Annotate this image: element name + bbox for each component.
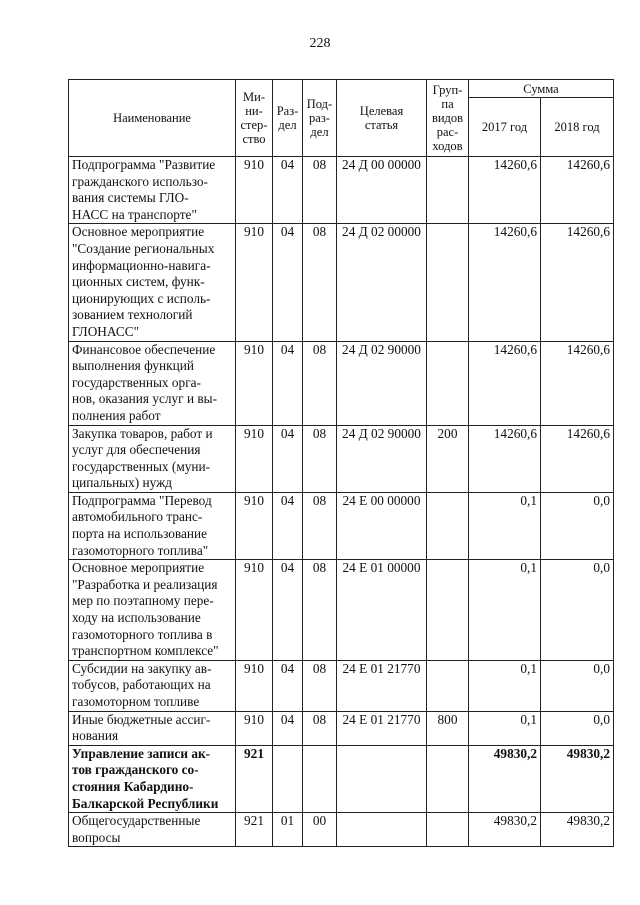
table-row	[69, 745, 614, 812]
amount-2017: 14260,6	[469, 224, 541, 341]
section-code: 04	[273, 711, 303, 745]
header-line: па	[441, 97, 454, 111]
subsection-code: 00	[303, 813, 337, 847]
subsection-code: 08	[303, 341, 337, 425]
row-name-line: газомоторном топливе	[72, 694, 200, 709]
row-name	[69, 492, 236, 559]
row-name	[69, 560, 236, 661]
row-name-line: порта на использование	[72, 526, 208, 542]
amount-2017: 0,1	[469, 560, 541, 661]
row-name-line: Основное мероприятие	[72, 224, 205, 240]
target-article: 24 Д 02 00000	[337, 224, 427, 341]
header-line: Раз-	[276, 104, 299, 118]
expense-group: 800	[427, 711, 469, 745]
amount-2017: 14260,6	[469, 425, 541, 492]
budget-table	[68, 79, 614, 847]
amount-2018: 49830,2	[541, 813, 614, 847]
section-code: 04	[273, 660, 303, 711]
header-line: статья	[364, 118, 399, 132]
target-article: 24 Е 01 21770	[337, 711, 427, 745]
section-code: 04	[273, 157, 303, 224]
header-2018: 2018 год	[541, 98, 614, 157]
row-name-line: тобусов, работающих на	[72, 677, 211, 693]
ministry-code: 921	[236, 813, 273, 847]
amount-2017: 0,1	[469, 660, 541, 711]
row-name-line: Управление записи ак-	[72, 745, 211, 761]
header-ministry	[236, 80, 273, 157]
row-name-line: "Создание региональных	[72, 240, 215, 256]
ministry-code: 910	[236, 660, 273, 711]
row-name	[69, 745, 236, 812]
amount-2018: 14260,6	[541, 425, 614, 492]
row-name-line: вопросы	[72, 829, 121, 845]
section-code	[273, 745, 303, 812]
row-name-line: ционирующих с исполь-	[72, 290, 211, 306]
row-name-line: выполнения функций	[72, 358, 194, 374]
row-name	[69, 660, 236, 711]
target-article	[337, 813, 427, 847]
ministry-code: 910	[236, 711, 273, 745]
target-article	[337, 745, 427, 812]
target-article: 24 Д 02 90000	[337, 341, 427, 425]
page-number: 228	[309, 36, 331, 51]
header-sum: Сумма	[469, 80, 614, 98]
target-article: 24 Д 00 00000	[337, 157, 427, 224]
row-name	[69, 341, 236, 425]
ministry-code: 910	[236, 157, 273, 224]
row-name-line: газомоторного топлива в	[72, 626, 213, 642]
row-name	[69, 224, 236, 341]
row-name-line: Субсидии на закупку ав-	[72, 660, 212, 676]
header-line: видов	[431, 111, 464, 125]
row-name-line: государственных орга-	[72, 374, 201, 390]
ministry-code: 910	[236, 492, 273, 559]
amount-2017: 49830,2	[469, 745, 541, 812]
header-group	[427, 80, 469, 157]
row-name-line: тов гражданского со-	[72, 762, 199, 778]
section-code: 01	[273, 813, 303, 847]
row-name-line: нования	[72, 728, 119, 744]
expense-group	[427, 157, 469, 224]
row-name-line: транспортном комплексе"	[72, 643, 219, 659]
row-name-line: ционных систем, функ-	[72, 274, 205, 290]
header-line: Ми-	[243, 90, 265, 104]
row-name-line: нов, оказания услуг и вы-	[72, 391, 218, 407]
row-name-line: газомоторного топлива"	[72, 542, 209, 558]
section-code: 04	[273, 425, 303, 492]
amount-2017: 0,1	[469, 492, 541, 559]
amount-2017: 49830,2	[469, 813, 541, 847]
ministry-code: 910	[236, 560, 273, 661]
section-code: 04	[273, 492, 303, 559]
row-name	[69, 711, 236, 745]
subsection-code: 08	[303, 157, 337, 224]
table-row	[69, 157, 614, 224]
target-article: 24 Д 02 90000	[337, 425, 427, 492]
row-name-line: государственных (муни-	[72, 458, 211, 474]
table-row	[69, 660, 614, 711]
target-article: 24 Е 00 00000	[337, 492, 427, 559]
ministry-code: 910	[236, 224, 273, 341]
table-row	[69, 711, 614, 745]
amount-2018: 14260,6	[541, 157, 614, 224]
row-name-line: ходу на использование	[72, 610, 201, 626]
header-subsection	[303, 80, 337, 157]
amount-2018: 0,0	[541, 711, 614, 745]
header-line: дел	[278, 118, 297, 132]
row-name	[69, 157, 236, 224]
header-line: ходов	[432, 139, 463, 153]
row-name-line: ципальных) нужд	[72, 475, 173, 491]
header-line: ство	[242, 132, 266, 146]
row-name-line: Балкарской Республики	[72, 795, 219, 811]
expense-group	[427, 492, 469, 559]
table-row	[69, 492, 614, 559]
header-line: рас-	[436, 125, 459, 139]
target-article: 24 Е 01 21770	[337, 660, 427, 711]
row-name-line: Общегосударственные	[72, 813, 201, 829]
header-line: Груп-	[432, 83, 463, 97]
header-line: стер-	[240, 118, 268, 132]
section-code: 04	[273, 224, 303, 341]
row-name	[69, 425, 236, 492]
row-name-line: Иные бюджетные ассиг-	[72, 711, 211, 727]
row-name-line: стояния Кабардино-	[72, 778, 194, 794]
row-name-line: услуг для обеспечения	[72, 442, 201, 458]
table-row	[69, 341, 614, 425]
row-name-line: информационно-навига-	[72, 257, 211, 273]
row-name	[69, 813, 236, 847]
subsection-code: 08	[303, 492, 337, 559]
table-row	[69, 224, 614, 341]
expense-group	[427, 813, 469, 847]
subsection-code: 08	[303, 560, 337, 661]
expense-group	[427, 224, 469, 341]
subsection-code: 08	[303, 711, 337, 745]
table-row	[69, 425, 614, 492]
header-line: Под-	[306, 97, 333, 111]
row-name-line: Подпрограмма "Перевод	[72, 492, 212, 508]
ministry-code: 910	[236, 341, 273, 425]
amount-2018: 49830,2	[541, 745, 614, 812]
subsection-code: 08	[303, 224, 337, 341]
amount-2017: 14260,6	[469, 157, 541, 224]
header-target	[337, 80, 427, 157]
row-name-line: Закупка товаров, работ и	[72, 425, 213, 441]
row-name-line: Основное мероприятие	[72, 560, 205, 576]
header-2017: 2017 год	[469, 98, 541, 157]
table-row	[69, 813, 614, 847]
expense-group: 200	[427, 425, 469, 492]
table-body	[69, 157, 614, 847]
row-name-line: мер по поэтапному пере-	[72, 593, 214, 609]
header-line: Целевая	[359, 104, 404, 118]
row-name-line: автомобильного транс-	[72, 509, 203, 525]
row-name-line: полнения работ	[72, 407, 161, 423]
amount-2018: 0,0	[541, 660, 614, 711]
section-code: 04	[273, 341, 303, 425]
amount-2018: 0,0	[541, 492, 614, 559]
header-section	[273, 80, 303, 157]
header-line: дел	[310, 125, 329, 139]
subsection-code: 08	[303, 425, 337, 492]
header-line: ни-	[245, 104, 263, 118]
amount-2017: 14260,6	[469, 341, 541, 425]
subsection-code: 08	[303, 660, 337, 711]
amount-2017: 0,1	[469, 711, 541, 745]
row-name-line: Подпрограмма "Развитие	[72, 157, 216, 172]
row-name-line: "Разработка и реализация	[72, 576, 218, 592]
section-code: 04	[273, 560, 303, 661]
header-line: раз-	[309, 111, 330, 125]
amount-2018: 14260,6	[541, 224, 614, 341]
row-name-line: Финансовое обеспечение	[72, 341, 216, 357]
expense-group	[427, 660, 469, 711]
row-name-line: ГЛОНАСС"	[72, 323, 140, 339]
expense-group	[427, 745, 469, 812]
subsection-code	[303, 745, 337, 812]
row-name-line: вания системы ГЛО-	[72, 190, 189, 206]
row-name-line: зованием технологий	[72, 307, 193, 323]
amount-2018: 0,0	[541, 560, 614, 661]
ministry-code: 921	[236, 745, 273, 812]
row-name-line: гражданского использо-	[72, 173, 208, 189]
row-name-line: НАСС на транспорте"	[72, 206, 197, 222]
ministry-code: 910	[236, 425, 273, 492]
expense-group	[427, 560, 469, 661]
target-article: 24 Е 01 00000	[337, 560, 427, 661]
amount-2018: 14260,6	[541, 341, 614, 425]
header-name: Наименование	[69, 80, 236, 157]
table-row	[69, 560, 614, 661]
expense-group	[427, 341, 469, 425]
